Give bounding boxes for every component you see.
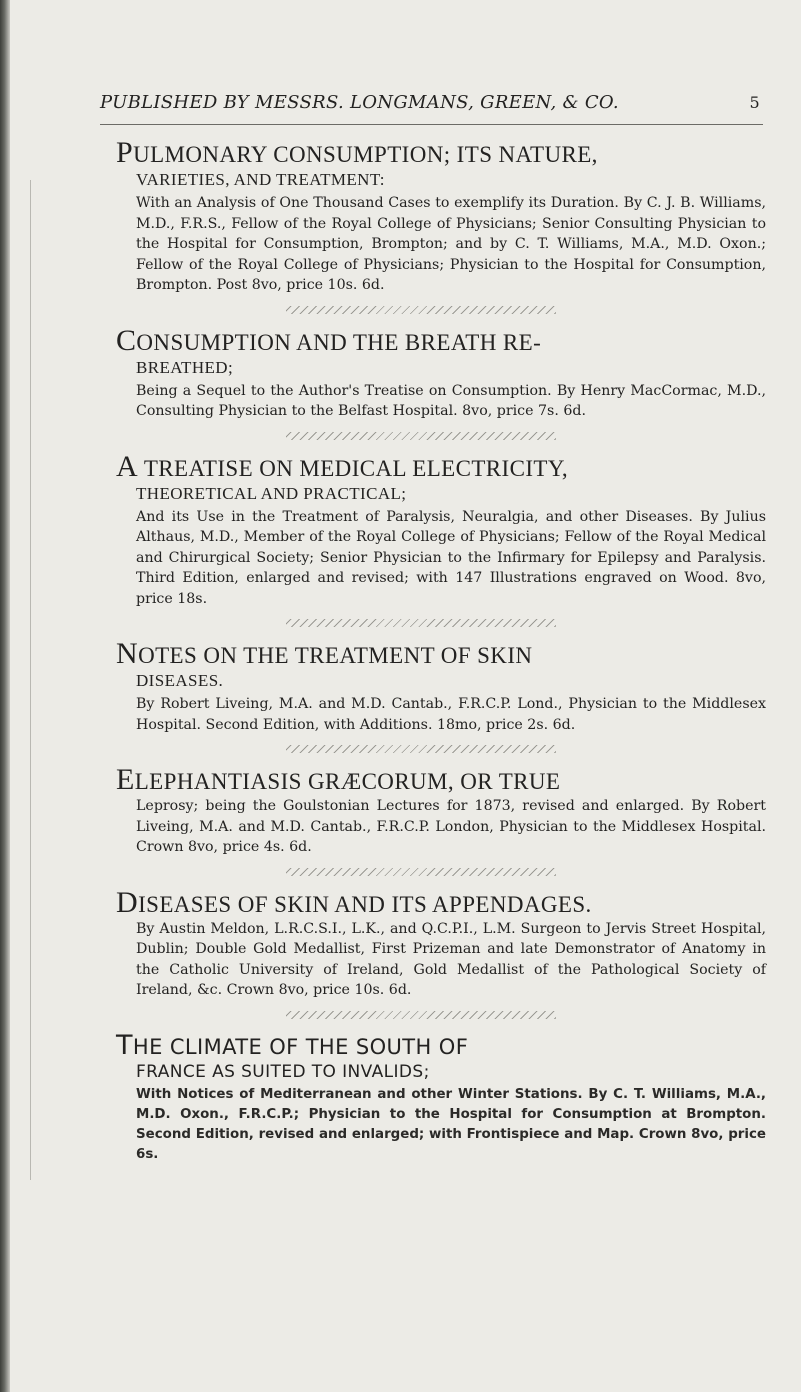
entry-subtitle: VARIETIES, AND TREATMENT:: [136, 170, 385, 189]
header-rule: [100, 124, 763, 125]
entry-title: A TREATISE ON MEDICAL ELECTRICITY, THEORETICAL AND PRACTICAL;: [116, 454, 766, 506]
entry-title: CONSUMPTION AND THE BREATH RE- BREATHED;: [116, 328, 766, 380]
entry-subtitle: DISEASES.: [136, 671, 224, 690]
entry-description: And its Use in the Treatment of Paralysis, Neuralgia, and other Diseases. By Julius Althaus, M.D., Member of the Royal College of Physicians; Fellow of the Royal Medical and Chirurgical Society; Senior Physician to the Infirmary for Epilepsy and Paralysis. Third Edition, enlarged and revised; with 147 Illustrations engraved on Wood. 8vo, price 18s.: [136, 508, 766, 607]
page-number: 5: [749, 93, 760, 112]
page-edge-shadow: [0, 0, 10, 1392]
book-entry-pulmonary-consumption: [116, 136, 766, 296]
ornamental-divider: [286, 745, 556, 753]
book-entry-skin-appendages: [116, 885, 766, 1001]
entry-title: NOTES ON THE TREATMENT OF SKIN DISEASES.: [116, 641, 766, 693]
entry-description: By Robert Liveing, M.A. and M.D. Cantab., F.R.C.P. Lond., Physician to the Middlesex Hospital. Second Edition, with Additions. 18mo, price 2s. 6d.: [136, 696, 766, 733]
ornamental-divider: [286, 432, 556, 440]
entry-title: THE CLIMATE OF THE SOUTH OF FRANCE AS SUITED TO INVALIDS;: [116, 1033, 766, 1084]
catalogue-listing: [116, 136, 766, 1165]
book-entry-skin-diseases-notes: [116, 637, 766, 735]
running-head-title: PUBLISHED BY MESSRS. LONGMANS, GREEN, & CO.: [100, 92, 619, 113]
entry-title: ELEPHANTIASIS GRÆCORUM, OR TRUE: [116, 763, 561, 796]
book-entry-consumption-breath: [116, 323, 766, 422]
ornamental-divider: [286, 1011, 556, 1019]
entry-description: With an Analysis of One Thousand Cases to exemplify its Duration. By C. J. B. Williams, M.D., F.R.S., Fellow of the Royal College of Physicians; Senior Consulting Physician to the Hospital for Consumption, Brompton; and by C. T. Williams, M.A., M.D. Oxon.; Fellow of the Royal College of Physicians; Physician to the Hospital for Consumption, Brompton. Post 8vo, price 10s. 6d.: [136, 195, 766, 293]
entry-description: Leprosy; being the Goulstonian Lectures for 1873, revised and enlarged. By Robert Liveing, M.A. and M.D. Cantab., F.R.C.P. London, Physician to the Middlesex Hospital. Crown 8vo, price 4s. 6d.: [136, 798, 766, 855]
book-entry-medical-electricity: [116, 449, 766, 610]
entry-description: Being a Sequel to the Author's Treatise on Consumption. By Henry MacCormac, M.D., Consulting Physician to the Belfast Hospital. 8vo, price 7s. 6d.: [136, 382, 766, 419]
entry-subtitle: FRANCE AS SUITED TO INVALIDS;: [136, 1061, 430, 1082]
entry-description: With Notices of Mediterranean and other Winter Stations. By C. T. Williams, M.A., M.D. Oxon., F.R.C.P.; Physician to the Hospital for Consumption at Brompton. Second Edition, revised and enlarged; with Frontispiece and Map. Crown 8vo, price 6s.: [136, 1086, 766, 1162]
running-header: [100, 92, 760, 113]
entry-title: DISEASES OF SKIN AND ITS APPENDAGES.: [116, 885, 592, 919]
entry-description: By Austin Meldon, L.R.C.S.I., L.K., and Q.C.P.I., L.M. Surgeon to Jervis Street Hospital, Dublin; Double Gold Medallist, First Prizeman and late Demonstrator of Anatomy in the Catholic University of Ireland, Gold Medallist of the Pathological Society of Ireland, &c. Crown 8vo, price 10s. 6d.: [136, 920, 766, 998]
book-entry-elephantiasis: [116, 763, 766, 858]
ornamental-divider: [286, 306, 556, 314]
book-entry-climate-south-france: [116, 1029, 766, 1165]
ornamental-divider: [286, 619, 556, 627]
margin-rule: [30, 180, 31, 1180]
entry-title: PULMONARY CONSUMPTION; ITS NATURE, VARIETIES, AND TREATMENT:: [116, 140, 766, 192]
entry-subtitle: THEORETICAL AND PRACTICAL;: [136, 483, 407, 503]
entry-subtitle: BREATHED;: [136, 357, 234, 377]
ornamental-divider: [286, 868, 556, 876]
